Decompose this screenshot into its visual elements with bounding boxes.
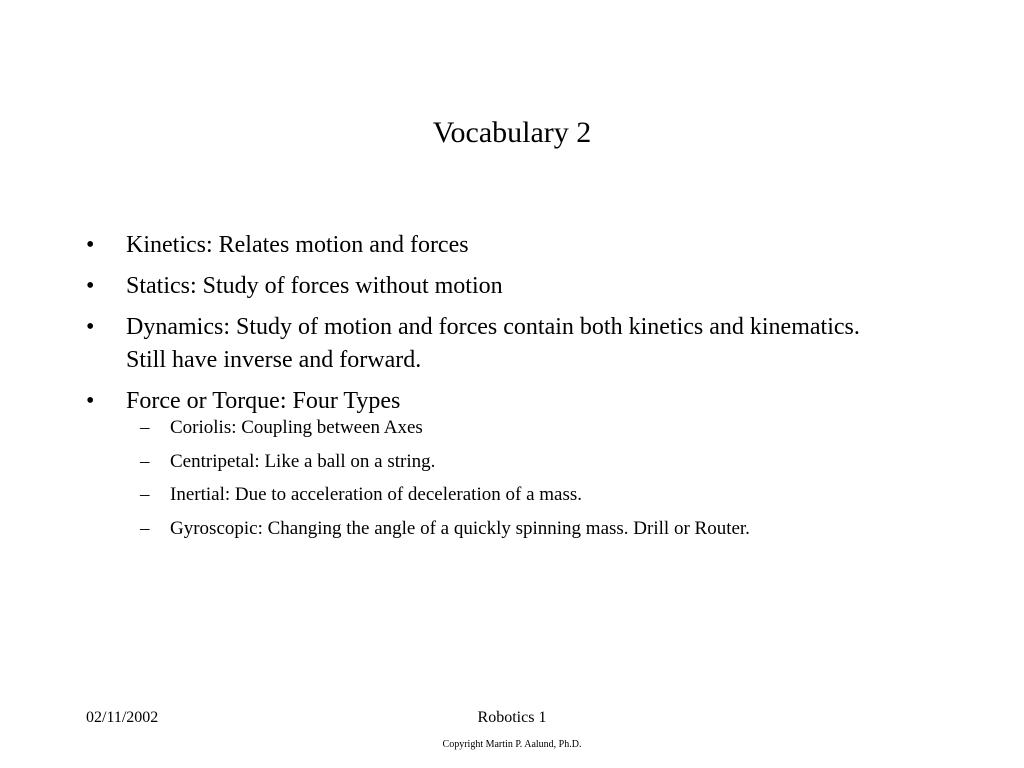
slide-title: Vocabulary 2 — [432, 116, 592, 149]
bullet-marker: • — [86, 273, 95, 299]
sub-bullet-item — [86, 449, 896, 475]
footer-copyright: Copyright Martin P. Aalund, Ph.D. — [442, 739, 582, 750]
bullet-marker: • — [86, 314, 95, 340]
bullet-text: Statics: Study of forces without motion — [126, 273, 503, 299]
sub-bullet-list — [86, 415, 896, 542]
sub-bullet-item — [86, 516, 896, 542]
bullet-item — [86, 311, 896, 377]
bullet-text: Dynamics: Study of motion and forces contain both kinetics and kinematics. Still have inverse and forward. — [126, 314, 860, 373]
bullet-list — [86, 229, 896, 550]
sub-bullet-text: Inertial: Due to acceleration of deceleration of a mass. — [170, 484, 582, 506]
sub-bullet-item — [86, 482, 896, 508]
bullet-text: Force or Torque: Four Types — [126, 388, 401, 414]
bullet-item — [86, 385, 896, 542]
sub-bullet-item — [86, 415, 896, 441]
sub-bullet-text: Coriolis: Coupling between Axes — [170, 417, 423, 438]
bullet-text: Kinetics: Relates motion and forces — [126, 232, 469, 258]
sub-bullet-marker: – — [140, 417, 150, 438]
bullet-item — [86, 229, 896, 262]
sub-bullet-text: Gyroscopic: Changing the angle of a quickly spinning mass. Drill or Router. — [170, 517, 750, 539]
footer-date: 02/11/2002 — [86, 709, 159, 726]
sub-bullet-marker: – — [140, 517, 150, 539]
footer-course-title: Robotics 1 — [477, 709, 547, 726]
bullet-item — [86, 270, 896, 303]
sub-bullet-marker: – — [140, 484, 150, 506]
sub-bullet-text: Centripetal: Like a ball on a string. — [170, 450, 436, 472]
bullet-marker: • — [86, 388, 95, 414]
bullet-marker: • — [86, 232, 95, 258]
sub-bullet-marker: – — [140, 450, 150, 472]
